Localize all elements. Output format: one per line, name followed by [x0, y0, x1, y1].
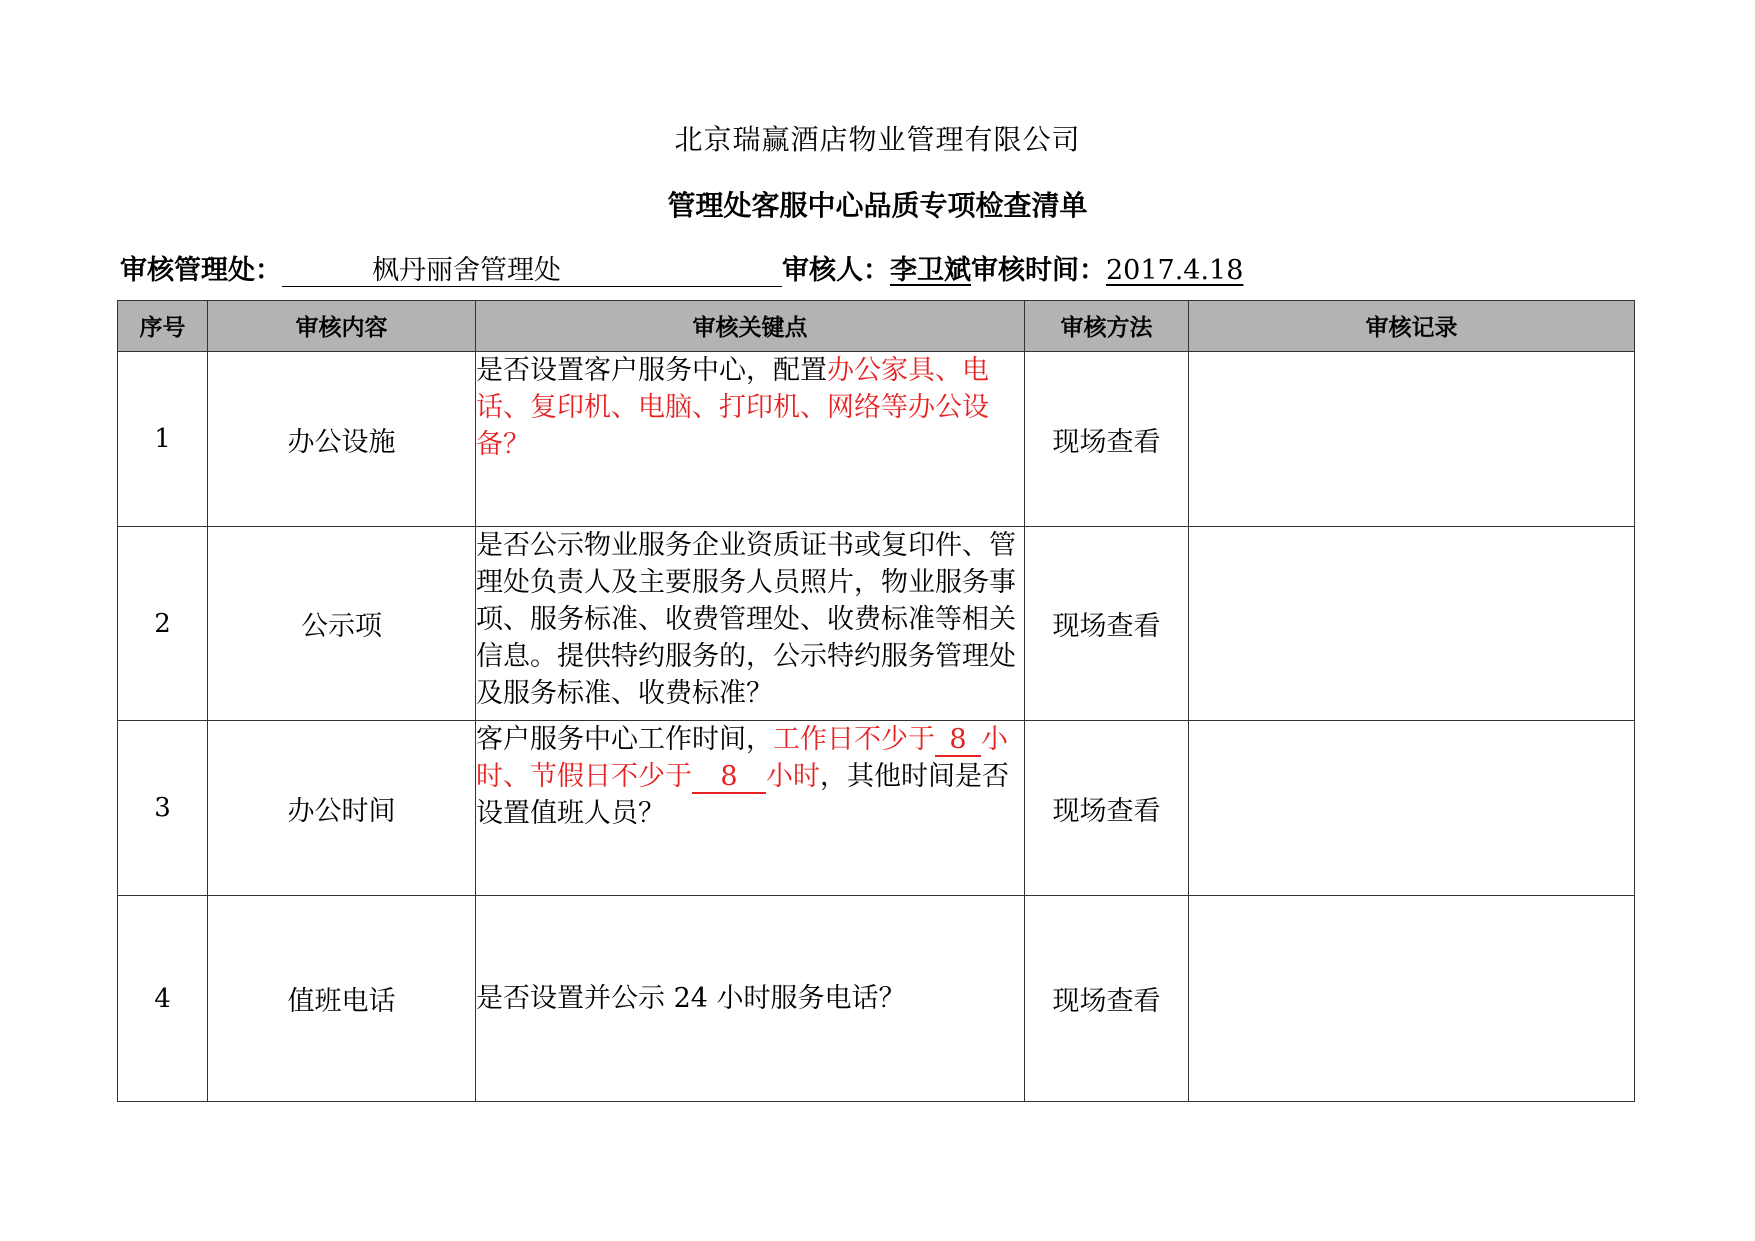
keypoint-highlight: 小时、节假日不少于: [476, 724, 1008, 792]
row-method: 现场查看: [1025, 896, 1189, 1102]
table-row: [118, 896, 1635, 1102]
row-keypoint: 是否设置并公示 24 小时服务电话？: [476, 896, 1025, 1102]
auditor-value: 李卫斌: [890, 255, 971, 286]
row-content: 办公设施: [208, 352, 476, 527]
workday-hours-blank: 8: [935, 725, 981, 757]
row-index: 4: [118, 896, 208, 1102]
row-record[interactable]: [1189, 721, 1635, 896]
keypoint-text: 客户服务中心工作时间，: [476, 724, 773, 755]
audit-meta: [120, 248, 1243, 287]
row-index: 2: [118, 527, 208, 721]
keypoint-text: 是否设置客户服务中心，配置: [476, 355, 827, 386]
row-content: 公示项: [208, 527, 476, 721]
keypoint-text: ，其他时间是否设置值班人员？: [476, 761, 1009, 829]
header-record: 审核记录: [1189, 301, 1635, 352]
audit-time-value: 2017.4.18: [1106, 255, 1244, 286]
document-title: 管理处客服中心品质专项检查清单: [667, 189, 1088, 222]
row-keypoint: [476, 352, 1025, 527]
row-index: 1: [118, 352, 208, 527]
auditor-label: 审核人：: [782, 255, 890, 286]
table-header-row: [118, 301, 1635, 352]
table-row: [118, 352, 1635, 527]
row-method: 现场查看: [1025, 527, 1189, 721]
row-record[interactable]: [1189, 527, 1635, 721]
row-record[interactable]: [1189, 352, 1635, 527]
header-index: 序号: [118, 301, 208, 352]
audit-time-label: 审核时间：: [971, 255, 1106, 286]
row-content: 值班电话: [208, 896, 476, 1102]
header-method: 审核方法: [1025, 301, 1189, 352]
keypoint-highlight: 办公家具、电话、复印机、电脑、打印机、网络等办公设备？: [476, 355, 989, 460]
row-keypoint: [476, 721, 1025, 896]
checklist-table: [117, 300, 1635, 1102]
site-label: 审核管理处：: [120, 255, 282, 286]
row-method: 现场查看: [1025, 352, 1189, 527]
header-keypoint: 审核关键点: [476, 301, 1025, 352]
row-record[interactable]: [1189, 896, 1635, 1102]
row-keypoint: 是否公示物业服务企业资质证书或复印件、管理处负责人及主要服务人员照片，物业服务事项、服务标准、收费管理处、收费标准等相关信息。提供特约服务的，公示特约服务管理处及服务标准、收费标准？: [476, 527, 1025, 721]
company-name: 北京瑞赢酒店物业管理有限公司: [674, 123, 1081, 156]
header-content: 审核内容: [208, 301, 476, 352]
table-row: [118, 527, 1635, 721]
keypoint-highlight: 工作日不少于: [773, 724, 935, 755]
row-content: 办公时间: [208, 721, 476, 896]
table-row: [118, 721, 1635, 896]
site-value: 枫丹丽舍管理处: [282, 256, 782, 287]
row-index: 3: [118, 721, 208, 896]
holiday-hours-blank: 8: [692, 762, 766, 794]
keypoint-highlight: 小时: [766, 761, 820, 792]
row-method: 现场查看: [1025, 721, 1189, 896]
